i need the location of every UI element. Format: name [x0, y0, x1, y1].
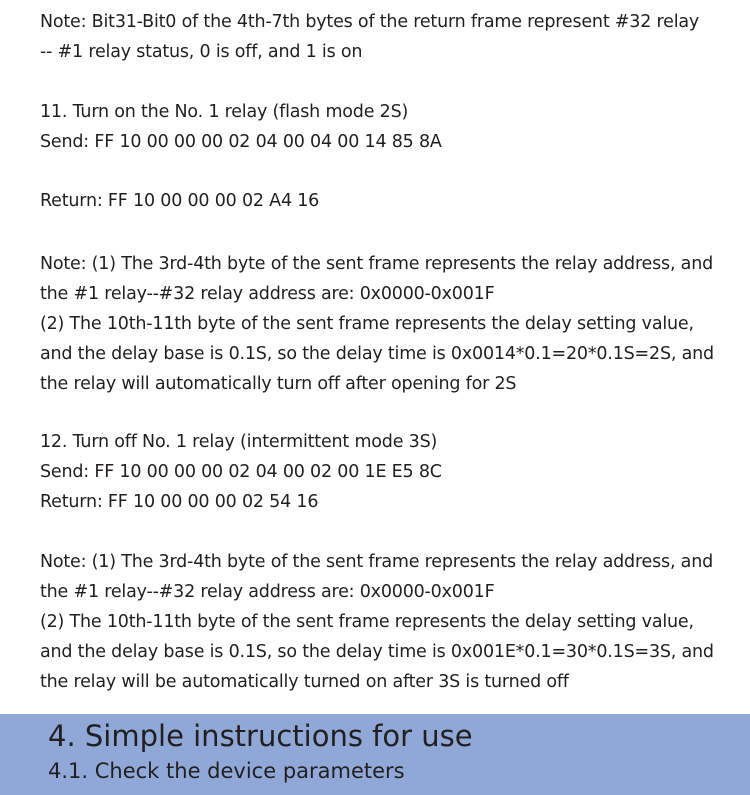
item11-send: Send: FF 10 00 00 00 02 04 00 04 00 14 85 8A [40, 132, 442, 152]
item12-send: Send: FF 10 00 00 00 02 04 00 02 00 1E E5 8C [40, 462, 442, 482]
item11-return: Return: FF 10 00 00 00 02 A4 16 [40, 191, 320, 211]
item12-title: 12. Turn off No. 1 relay (intermittent mode 3S) [40, 432, 438, 452]
item12-note-line: the relay will be automatically turned on after 3S is turned off [40, 672, 569, 692]
item12-note-line: Note: (1) The 3rd-4th byte of the sent frame represents the relay address, and [40, 552, 714, 572]
item11-note-line: the #1 relay--#32 relay address are: 0x0000-0x001F [40, 284, 495, 304]
item11-note-line: Note: (1) The 3rd-4th byte of the sent frame represents the relay address, and [40, 254, 714, 274]
item12-note-line: (2) The 10th-11th byte of the sent frame represents the delay setting value, [40, 612, 694, 632]
section-subtitle: 4.1. Check the device parameters [48, 759, 405, 783]
item11-note-line: and the delay base is 0.1S, so the delay time is 0x0014*0.1=20*0.1S=2S, and [40, 344, 714, 364]
item11-title: 11. Turn on the No. 1 relay (flash mode 2S) [40, 102, 409, 122]
item12-return: Return: FF 10 00 00 00 02 54 16 [40, 492, 319, 512]
item12-note-line: and the delay base is 0.1S, so the delay time is 0x001E*0.1=30*0.1S=3S, and [40, 642, 714, 662]
item12-note-line: the #1 relay--#32 relay address are: 0x0000-0x001F [40, 582, 495, 602]
note-top-line-2: -- #1 relay status, 0 is off, and 1 is on [40, 42, 363, 62]
item11-note-line: the relay will automatically turn off after opening for 2S [40, 374, 517, 394]
section-title: 4. Simple instructions for use [48, 719, 473, 753]
item11-note-line: (2) The 10th-11th byte of the sent frame represents the delay setting value, [40, 314, 694, 334]
note-top-line-1: Note: Bit31-Bit0 of the 4th-7th bytes of the return frame represent #32 relay [40, 12, 700, 32]
